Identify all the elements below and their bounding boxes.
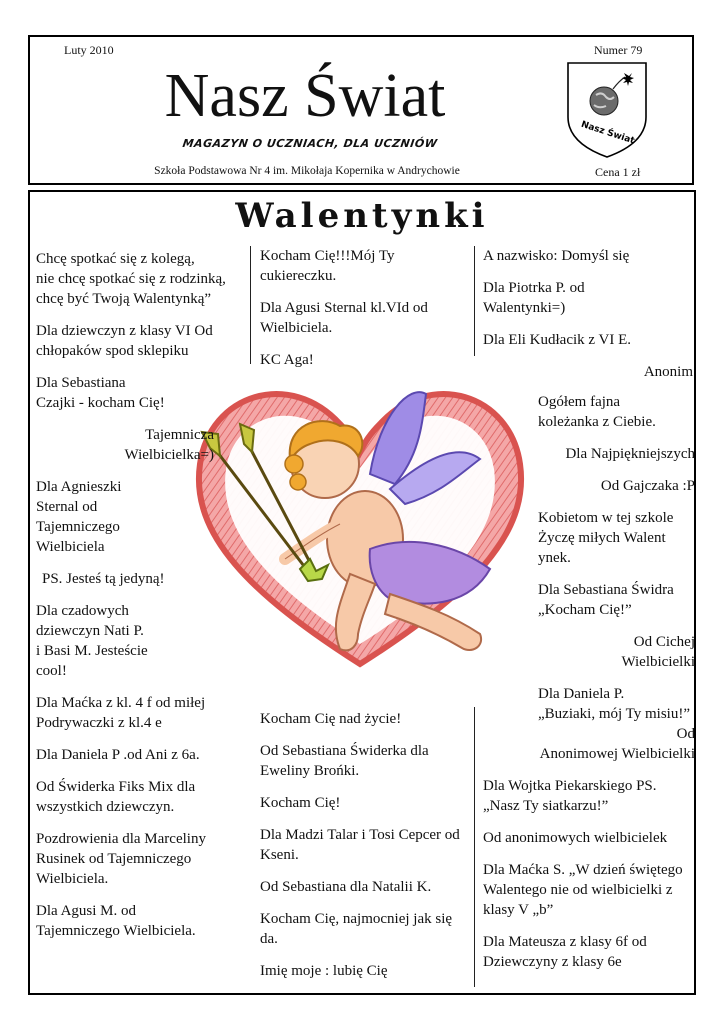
message: Kocham Cię nad życie! — [260, 711, 402, 727]
message: Od Świderka Fiks Mix dla wszystkich dziewczyn. — [36, 779, 196, 815]
message: Dla Madzi Talar i Tosi Cepcer od Kseni. — [260, 827, 460, 863]
message: Dla Daniela P. „Buziaki, mój Ty misiu!” — [538, 686, 690, 722]
column-divider — [474, 707, 475, 987]
message: Dla Najpiękniejszych — [565, 446, 695, 462]
message: Dla Sebastiana Świdra „Kocham Cię!” — [538, 582, 674, 618]
column-right-bottom — [483, 392, 695, 984]
message: Dla Maćka S. „W dzień świętego Walentego nie od wielbicielki z klasy V „b” — [483, 862, 683, 918]
message: Od Anonimowej Wielbicielki — [539, 726, 695, 762]
message: Od anonimowych wielbicielek — [483, 830, 668, 846]
message: Pozdrowienia dla Marceliny Rusinek od Tajemniczego Wielbiciela. — [36, 831, 206, 887]
message: Tajemnicza Wielbicielka=) — [124, 427, 214, 463]
message: Dla czadowych dziewczyn Nati P. i Basi M. Jesteście cool! — [36, 603, 148, 679]
message: PS. Jesteś tą jedyną! — [42, 571, 165, 587]
message: Dla Maćka z kl. 4 f od miłej Podrywaczki z kl.4 e — [36, 695, 206, 731]
message: Dla Eli Kudłacik z VI E. — [483, 332, 632, 348]
message: Anonim — [643, 364, 693, 380]
magazine-logo — [564, 59, 650, 159]
message: Dla Piotrka P. od Walentynki=) — [483, 280, 585, 316]
column-left — [36, 249, 236, 953]
cupid-heart-illustration — [190, 364, 530, 684]
magazine-title: Nasz Świat — [164, 62, 446, 130]
magazine-tagline: MAGAZYN O UCZNIACH, DLA UCZNIÓW — [181, 137, 439, 150]
message: Od Gajczaka :P — [600, 478, 695, 494]
message: Kocham Cię! — [260, 795, 341, 811]
column-right-top — [483, 246, 693, 394]
message: Imię moje : lubię Cię — [260, 963, 388, 979]
column-middle-bottom — [260, 709, 470, 993]
message: Chcę spotkać się z kolegą, nie chcę spotkać się z rodzinką, chcę być Twoją Walentynką” — [36, 251, 226, 307]
issue-number: Numer 79 — [594, 43, 643, 57]
valentines-section — [28, 190, 696, 995]
message: Od Cichej Wielbicielki — [621, 634, 695, 670]
masthead — [28, 35, 694, 185]
column-divider — [250, 246, 251, 364]
message: Kocham Cię!!!Mój Ty cukiereczku. — [260, 248, 395, 284]
message: Dla Agnieszki Sternal od Tajemniczego Wielbiciela — [36, 479, 122, 555]
logo-text: Nasz Świat — [579, 119, 636, 147]
message: Dla Agusi Sternal kl.VId od Wielbiciela. — [260, 300, 428, 336]
section-heading: Walentynki — [235, 196, 489, 236]
message: Dla dziewczyn z klasy VI Od chłopaków spod sklepiku — [36, 323, 213, 359]
message: Kobietom w tej szkole Życzę miłych Walent ynek. — [538, 510, 674, 566]
price-label: Cena 1 zł — [595, 165, 641, 179]
issue-date: Luty 2010 — [64, 43, 114, 57]
globe-bomb-icon — [590, 87, 618, 115]
message: A nazwisko: Domyśl się — [483, 248, 630, 264]
message: Od Sebastiana dla Natalii K. — [260, 879, 432, 895]
message: Kocham Cię, najmocniej jak się da. — [260, 911, 453, 947]
message: Dla Daniela P .od Ani z 6a. — [36, 747, 200, 763]
message: Dla Agusi M. od Tajemniczego Wielbiciela. — [36, 903, 196, 939]
column-middle-top — [260, 246, 470, 382]
message: Dla Wojtka Piekarskiego PS. „Nasz Ty siatkarzu!” — [483, 778, 657, 814]
message: Od Sebastiana Świderka dla Eweliny Brońki. — [260, 743, 429, 779]
message: Dla Sebastiana Czajki - kocham Cię! — [36, 375, 165, 411]
column-divider — [474, 246, 475, 356]
school-name: Szkoła Podstawowa Nr 4 im. Mikołaja Kopernika w Andrychowie — [154, 165, 460, 177]
message: KC Aga! — [260, 352, 314, 368]
message: Dla Mateusza z klasy 6f od Dziewczyny z klasy 6e — [483, 934, 647, 970]
message: Ogółem fajna koleżanka z Ciebie. — [538, 394, 656, 430]
